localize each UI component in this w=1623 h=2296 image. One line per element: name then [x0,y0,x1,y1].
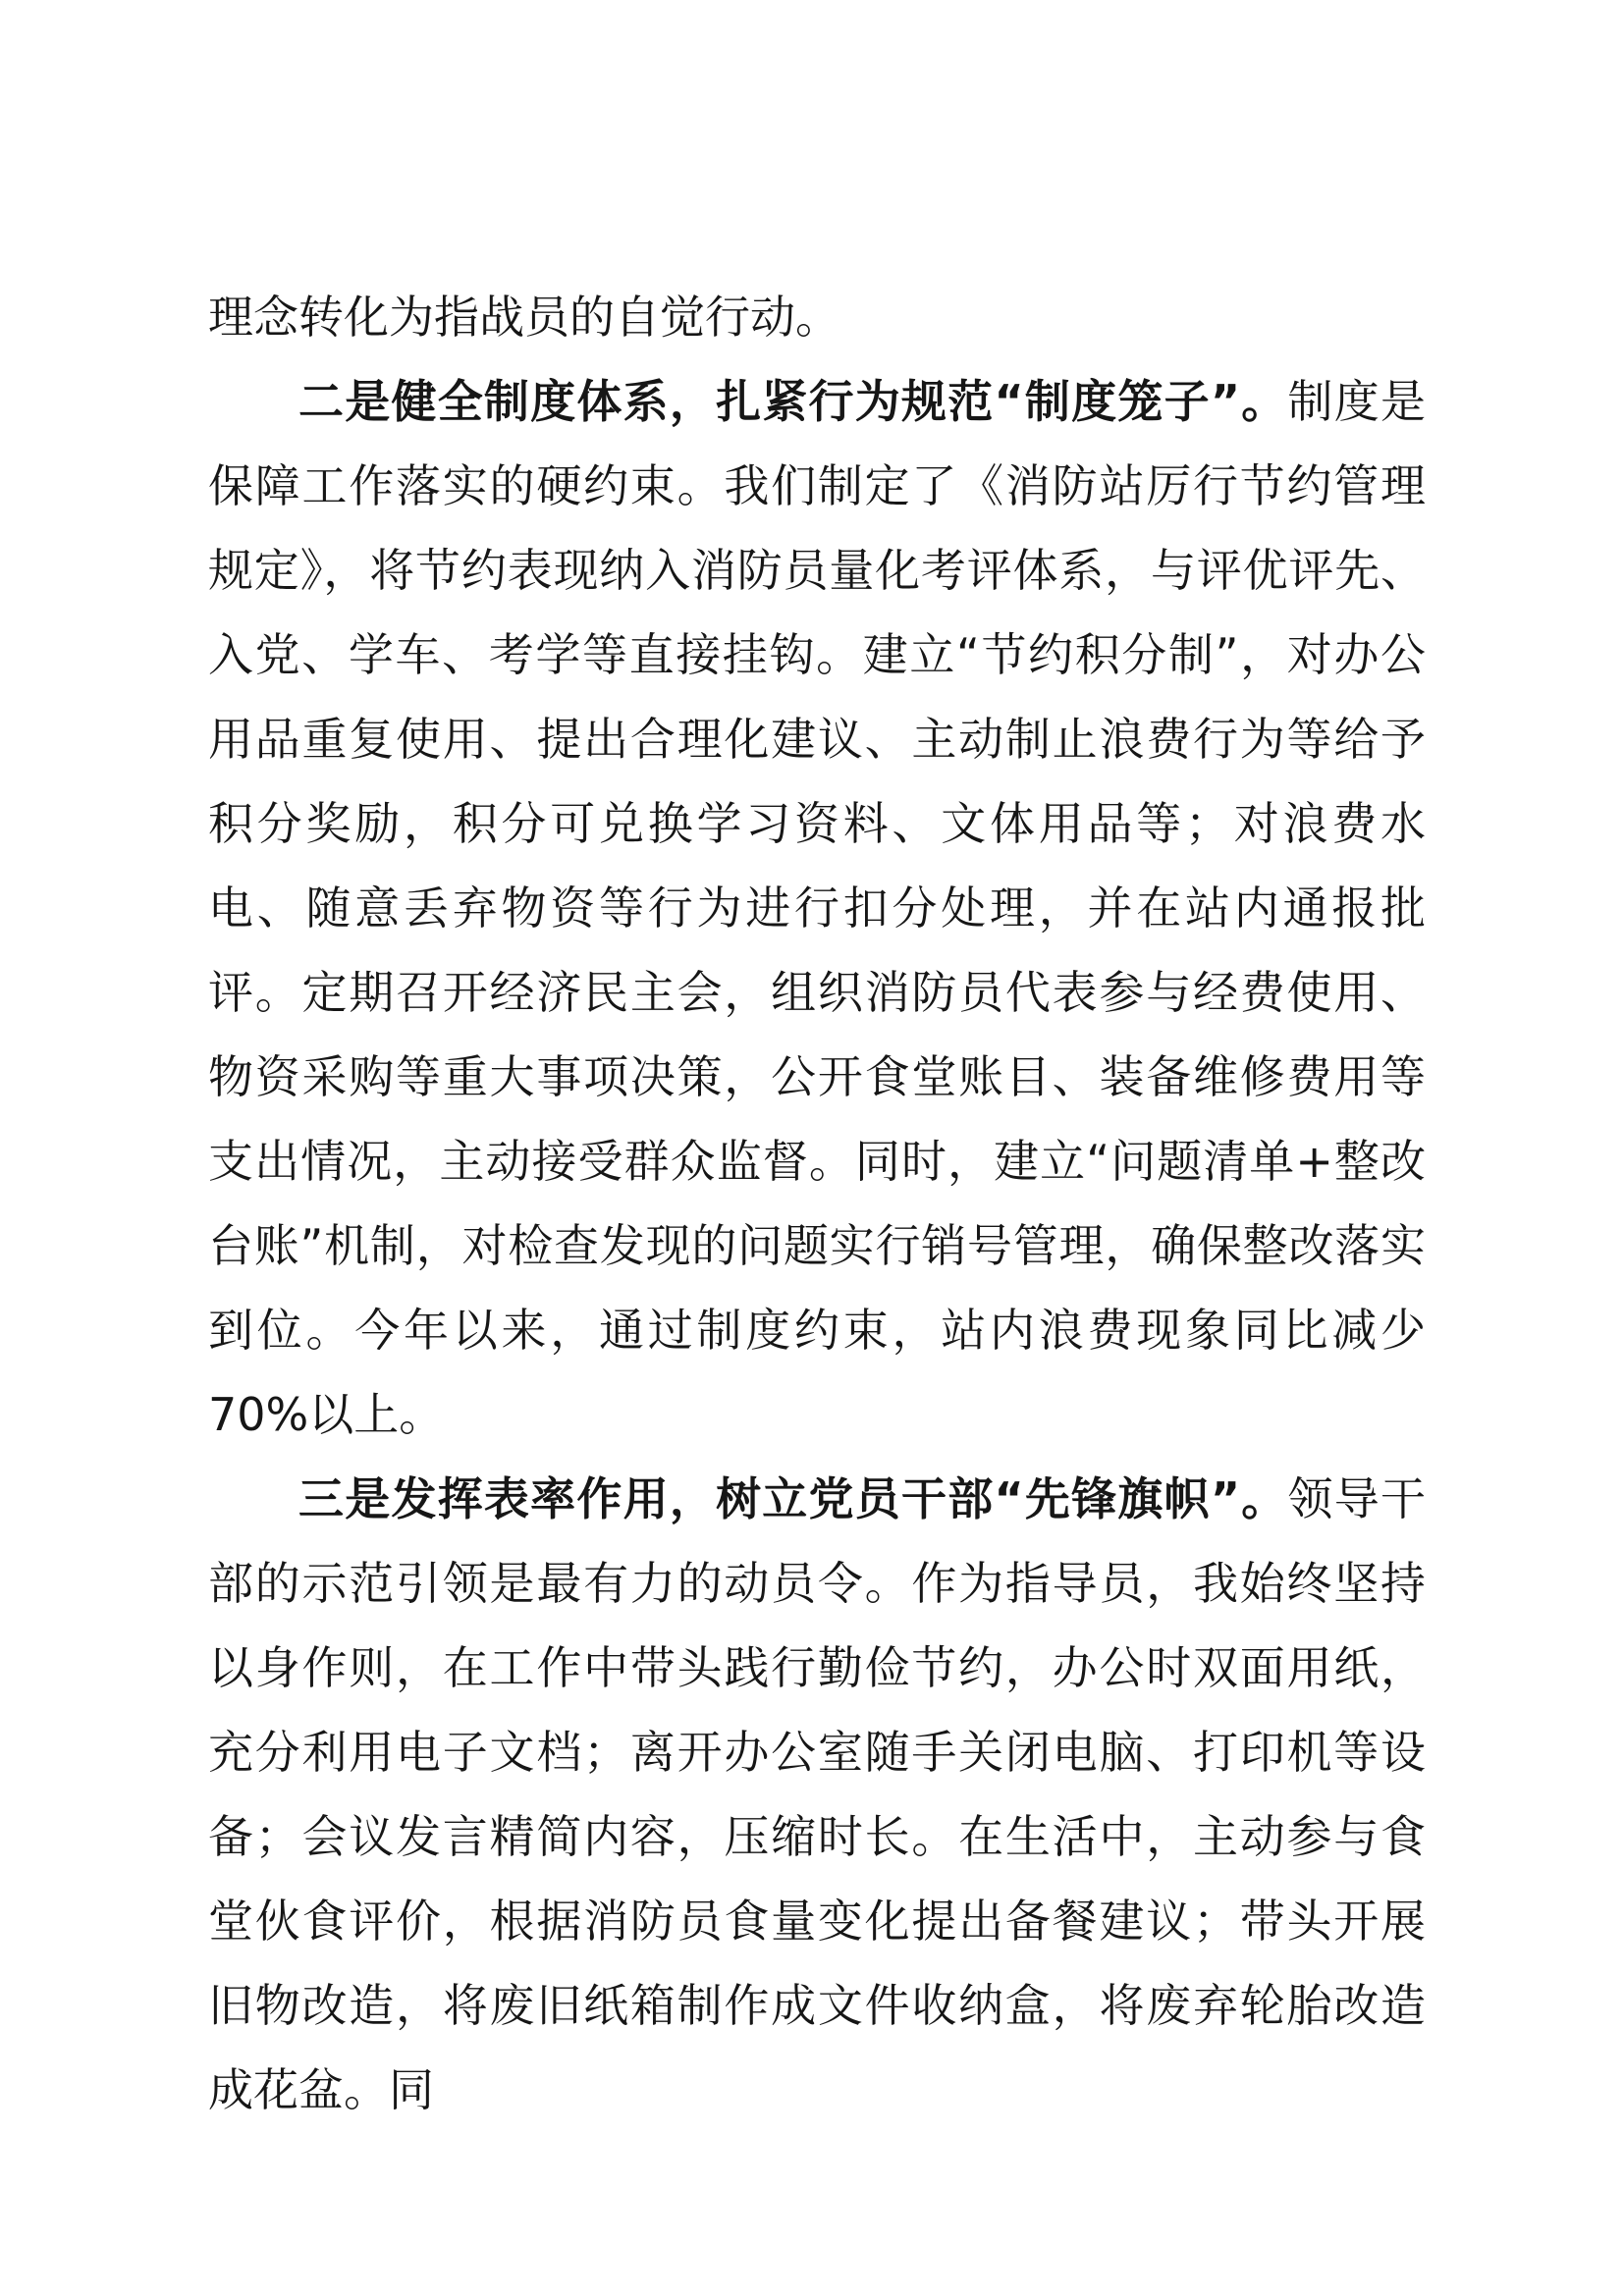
paragraph-1 [208,275,1426,359]
paragraph-3-text: 领导干部的示范引领是最有力的动员令。作为指导员，我始终坚持以身作则，在工作中带头践行勤俭节约，办公时双面用纸，充分利用电子文档；离开办公室随手关闭电脑、打印机等设备；会议发言精简内容，压缩时长。在生活中，主动参与食堂伙食评价，根据消防员食量变化提出备餐建议；带头开展旧物改造，将废旧纸箱制作成文件收纳盒，将废弃轮胎改造成花盆。同 [208,1472,1427,2116]
document-page [208,275,1426,2132]
paragraph-1-text: 理念转化为指战员的自觉行动。 [208,291,840,344]
paragraph-3-heading: 三是发挥表率作用，树立党员干部“先锋旗帜”。 [298,1472,1288,1525]
paragraph-2 [208,359,1426,1457]
paragraph-2-text: 制度是保障工作落实的硬约束。我们制定了《消防站厉行节约管理规定》，将节约表现纳入消防员量化考评体系，与评优评先、入党、学车、考学等直接挂钩。建立“节约积分制”，对办公用品重复使用、提出合理化建议、主动制止浪费行为等给予积分奖励，积分可兑换学习资料、文体用品等；对浪费水电、随意丢弃物资等行为进行扣分处理，并在站内通报批评。定期召开经济民主会，组织消防员代表参与经费使用、物资采购等重大事项决策，公开食堂账目、装备维修费用等支出情况，主动接受群众监督。同时，建立“问题清单+整改台账”机制，对检查发现的问题实行销号管理，确保整改落实到位。今年以来，通过制度约束，站内浪费现象同比减少 70%以上。 [208,375,1427,1441]
paragraph-3 [208,1457,1426,2132]
paragraph-2-heading: 二是健全制度体系，扎紧行为规范“制度笼子”。 [298,375,1288,428]
